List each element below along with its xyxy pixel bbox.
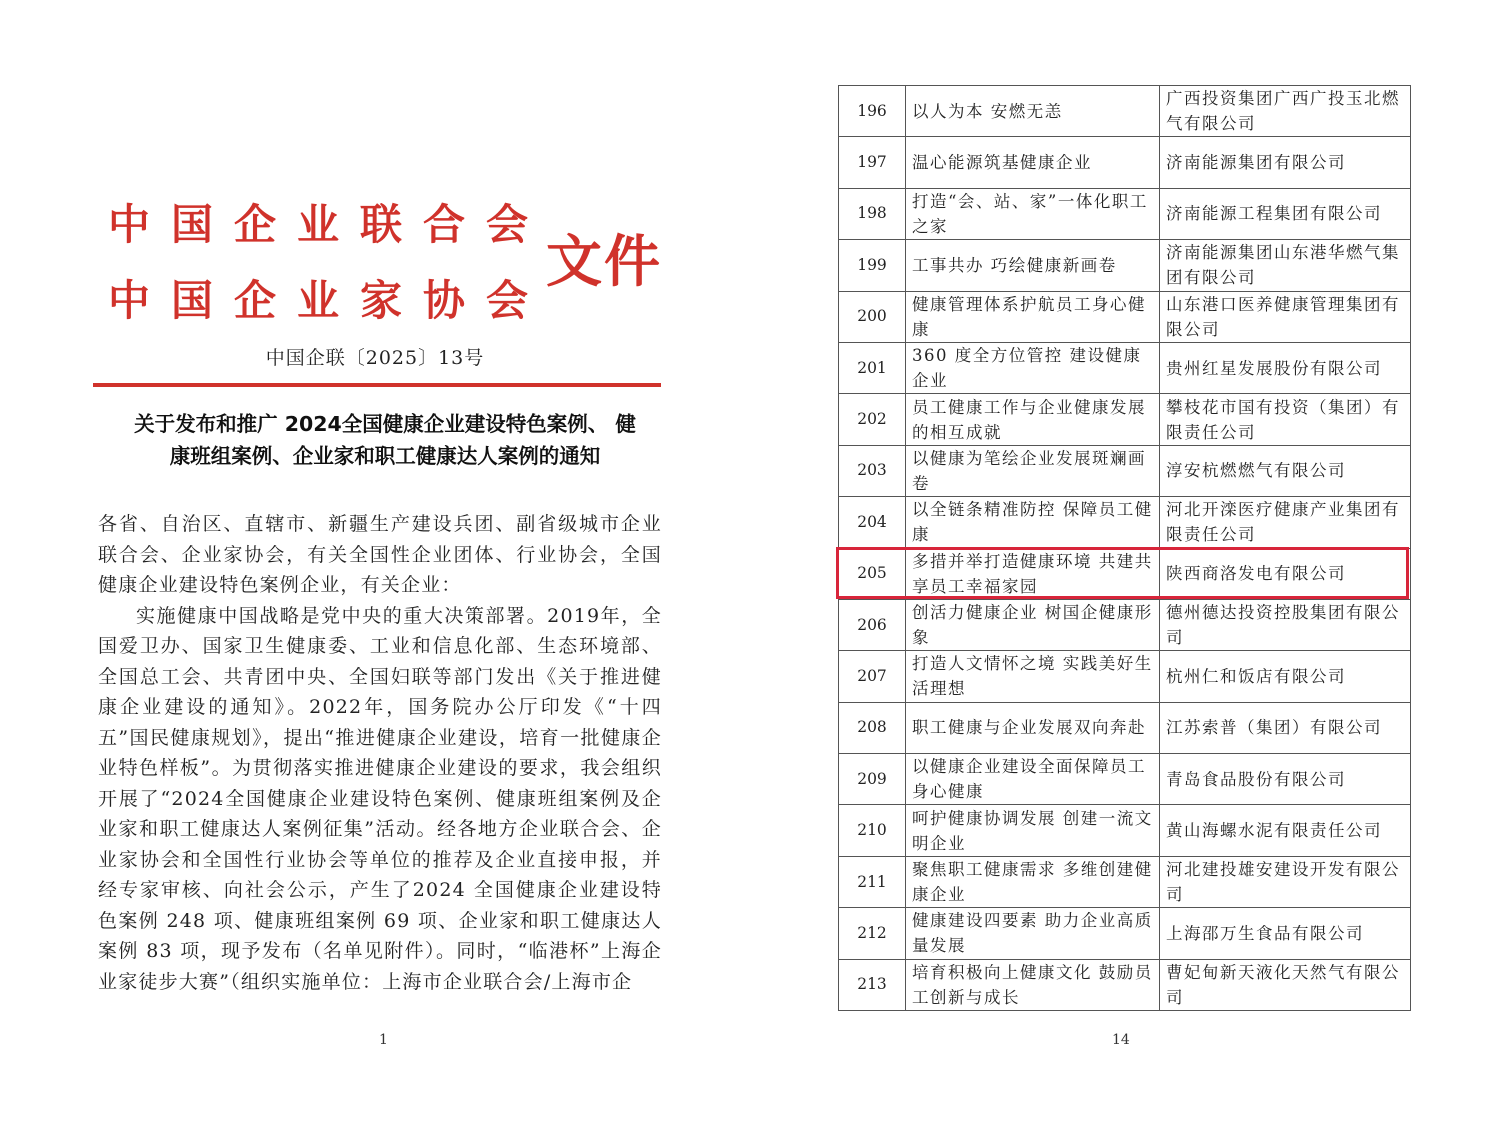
table-row [839, 188, 1411, 239]
table-row [839, 702, 1411, 753]
company-name: 攀枝花市国有投资（集团）有限责任公司 [1160, 394, 1411, 445]
row-number: 212 [839, 908, 906, 959]
row-number: 209 [839, 754, 906, 805]
table-row [839, 342, 1411, 393]
table-row [839, 240, 1411, 291]
body-paragraph: 实施健康中国战略是党中央的重大决策部署。2019年，全国爱卫办、国家卫生健康委、工业和信息化部、生态环境部、全国总工会、共青团中央、全国妇联等部门发出《关于推进健康企业建设的通知》。2022年，国务院办公厅印发《“十四五”国民健康规划》，提出“推进健康企业建设，培育一批健康企业特色样板”。为贯彻落实推进健康企业建设的要求，我会组织开展了“2024全国健康企业建设特色案例、健康班组案例及企业家和职工健康达人案例征集”活动。经各地方企业联合会、企业家协会和全国性行业协会等单位的推荐及企业直接申报，并经专家审核、向社会公示，产生了2024 全国健康企业建设特色案例 248 项、健康班组案例 69 项、企业家和职工健康达人案例 83 项，现予发布（名单见附件）。同时，“临港杯”上海企业家徒步大赛”（组织实施单位：上海市企业联合会/上海市企 [98, 604, 662, 993]
company-name: 黄山海螺水泥有限责任公司 [1160, 805, 1411, 856]
company-name: 河北开滦医疗健康产业集团有限责任公司 [1160, 497, 1411, 548]
case-name: 培育积极向上健康文化 鼓励员工创新与成长 [906, 959, 1160, 1010]
company-name: 济南能源集团有限公司 [1160, 137, 1411, 188]
table-row [839, 754, 1411, 805]
case-name: 温心能源筑基健康企业 [906, 137, 1160, 188]
table-row [839, 497, 1411, 548]
notice-body [98, 509, 662, 997]
table-row [839, 548, 1411, 599]
case-name: 以健康为笔绘企业发展斑斓画卷 [906, 445, 1160, 496]
case-name: 工事共办 巧绘健康新画卷 [906, 240, 1160, 291]
company-name: 河北建投雄安建设开发有限公司 [1160, 856, 1411, 907]
company-name: 江苏索普（集团）有限公司 [1160, 702, 1411, 753]
issuer-name-2: 中国企业家协会 [108, 276, 550, 325]
row-number: 198 [839, 188, 906, 239]
table-row [839, 137, 1411, 188]
row-number: 201 [839, 342, 906, 393]
case-name: 创活力健康企业 树国企健康形象 [906, 599, 1160, 650]
case-name: 职工健康与企业发展双向奔赴 [906, 702, 1160, 753]
company-name: 贵州红星发展股份有限公司 [1160, 342, 1411, 393]
page-number: 1 [379, 1032, 388, 1048]
company-name: 济南能源工程集团有限公司 [1160, 188, 1411, 239]
case-name: 健康管理体系护航员工身心健康 [906, 291, 1160, 342]
case-name: 打造“会、站、家”一体化职工之家 [906, 188, 1160, 239]
row-number: 202 [839, 394, 906, 445]
company-name: 青岛食品股份有限公司 [1160, 754, 1411, 805]
row-number: 205 [839, 548, 906, 599]
row-number: 210 [839, 805, 906, 856]
company-name: 杭州仁和饭店有限公司 [1160, 651, 1411, 702]
notice-title-line-1: 关于发布和推广 2024全国健康企业建设特色案例、 健 [134, 412, 636, 436]
table-row [839, 856, 1411, 907]
row-number: 199 [839, 240, 906, 291]
row-number: 206 [839, 599, 906, 650]
issuer-name-1: 中国企业联合会 [108, 200, 550, 249]
table-row [839, 805, 1411, 856]
salutation: 各省、自治区、直辖市、新疆生产建设兵团、副省级城市企业联合会、企业家协会，有关全国性企业团体、行业协会，全国健康企业建设特色案例企业，有关企业： [98, 513, 662, 596]
company-name: 德州德达投资控股集团有限公司 [1160, 599, 1411, 650]
case-name: 聚焦职工健康需求 多维创建健康企业 [906, 856, 1160, 907]
red-divider [93, 383, 661, 387]
company-name: 上海邵万生食品有限公司 [1160, 908, 1411, 959]
case-name: 打造人文情怀之境 实践美好生活理想 [906, 651, 1160, 702]
case-name: 以人为本 安燃无恙 [906, 86, 1160, 137]
row-number: 213 [839, 959, 906, 1010]
notice-title-line-2: 康班组案例、企业家和职工健康达人案例的通知 [169, 444, 601, 468]
table-row [839, 86, 1411, 137]
table-row [839, 959, 1411, 1010]
row-number: 211 [839, 856, 906, 907]
case-name: 健康建设四要素 助力企业高质量发展 [906, 908, 1160, 959]
company-name: 济南能源集团山东港华燃气集团有限公司 [1160, 240, 1411, 291]
table-row [839, 394, 1411, 445]
row-number: 197 [839, 137, 906, 188]
case-name: 呵护健康协调发展 创建一流文明企业 [906, 805, 1160, 856]
document-number: 中国企联〔2025〕13号 [265, 347, 485, 369]
company-name: 淳安杭燃燃气有限公司 [1160, 445, 1411, 496]
table-row [839, 908, 1411, 959]
company-name: 陕西商洛发电有限公司 [1160, 548, 1411, 599]
document-label: 文件 [546, 229, 662, 295]
case-name: 多措并举打造健康环境 共建共享员工幸福家园 [906, 548, 1160, 599]
case-name: 员工健康工作与企业健康发展的相互成就 [906, 394, 1160, 445]
row-number: 196 [839, 86, 906, 137]
case-name: 360 度全方位管控 建设健康企业 [906, 342, 1160, 393]
row-number: 203 [839, 445, 906, 496]
table-row [839, 445, 1411, 496]
notice-title [100, 408, 670, 472]
table-row [839, 651, 1411, 702]
company-name: 曹妃甸新天液化天然气有限公司 [1160, 959, 1411, 1010]
table-row [839, 599, 1411, 650]
table-row [839, 291, 1411, 342]
company-name: 山东港口医养健康管理集团有限公司 [1160, 291, 1411, 342]
case-name: 以全链条精准防控 保障员工健康 [906, 497, 1160, 548]
row-number: 208 [839, 702, 906, 753]
case-name: 以健康企业建设全面保障员工身心健康 [906, 754, 1160, 805]
page-number-right: 14 [1112, 1032, 1130, 1048]
row-number: 207 [839, 651, 906, 702]
company-name: 广西投资集团广西广投玉北燃气有限公司 [1160, 86, 1411, 137]
row-number: 204 [839, 497, 906, 548]
case-list-table [838, 85, 1411, 1011]
row-number: 200 [839, 291, 906, 342]
